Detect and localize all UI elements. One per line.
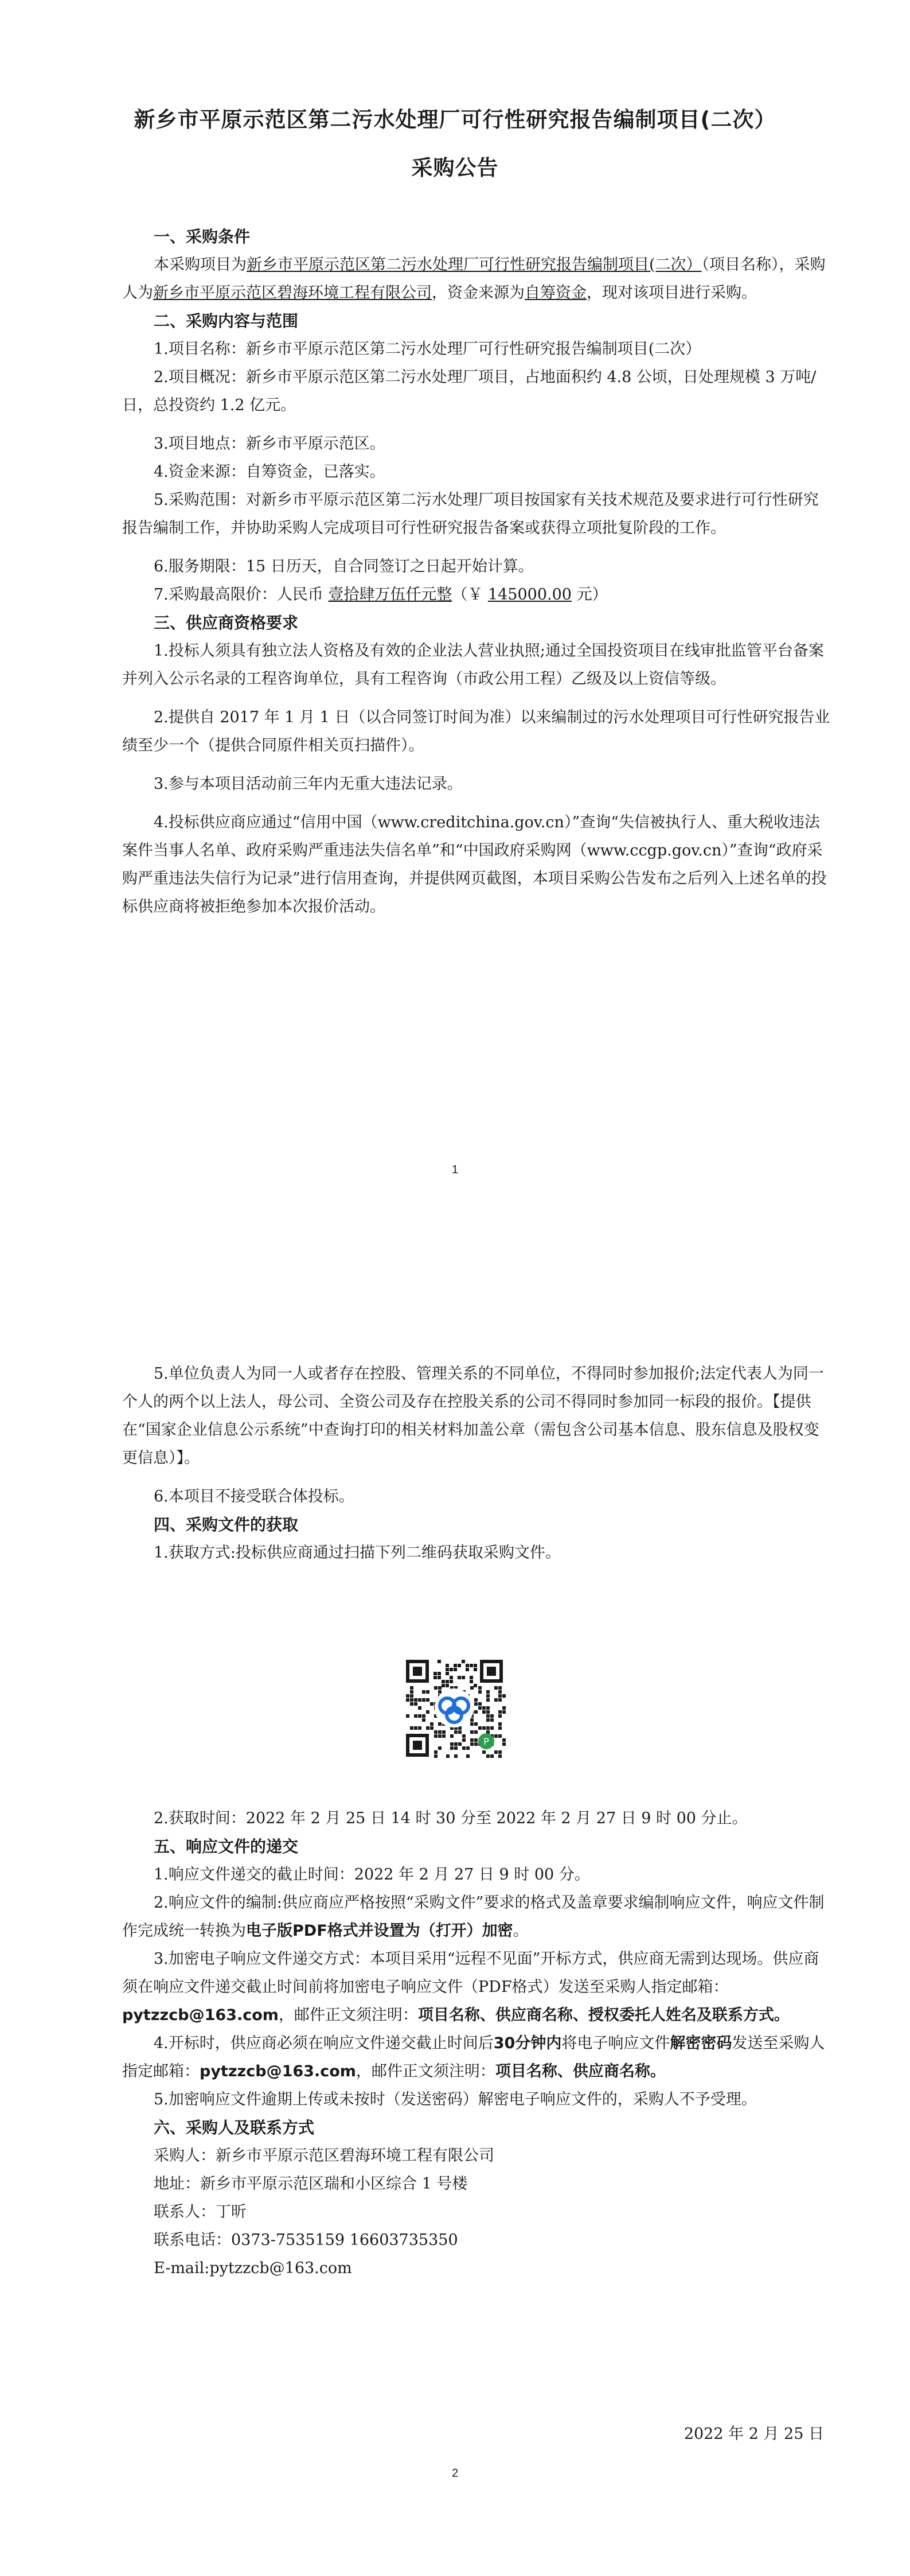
section-2-item-1: 1.项目名称：新乡市平原示范区第二污水处理厂可行性研究报告编制项目(二次） — [154, 340, 701, 358]
section-2-item-6: 6.服务期限：15 日历天，自合同签订之日起开始计算。 — [154, 558, 534, 575]
page-number-1: 1 — [451, 1164, 459, 1176]
section-2-item-5: 5.采购范围：对新乡市平原示范区第二污水处理厂项目按国家有关技术规范及要求进行可行性研究报告编制工作，并协助采购人完成项目可行性研究报告备案或获得立项批复阶段的工作。 — [122, 491, 819, 537]
page-2 — [0, 1251, 910, 2576]
contact-address: 地址：新乡市平原示范区瑞和小区综合 1 号楼 — [154, 2175, 468, 2193]
section-4-item-1: 1.获取方式:投标供应商通过扫描下列二维码获取采购文件。 — [154, 1544, 561, 1562]
qr-code-icon[interactable] — [401, 1655, 507, 1761]
section-6-heading: 六、采购人及联系方式 — [154, 2118, 315, 2137]
section-5-item-1: 1.响应文件递交的截止时间：2022 年 2 月 27 日 9 时 00 分。 — [154, 1866, 590, 1884]
section-4-item-2: 2.获取时间：2022 年 2 月 25 日 14 时 30 分至 2022 年 2 月 27 日 9 时 00 分止。 — [154, 1810, 748, 1827]
page-1 — [0, 0, 910, 1251]
svg-text:P: P — [483, 1736, 489, 1747]
section-5-heading: 五、响应文件的递交 — [154, 1837, 299, 1856]
section-3-item-6: 6.本项目不接受联合体投标。 — [154, 1488, 354, 1505]
section-5-item-3: 3.加密电子响应文件递交方式：本项目采用“远程不见面”开标方式，供应商无需到达现场。供应商须在响应文件递交截止时间前将加密电子响应文件（PDF格式）发送至采购人指定邮箱：pytzzcb@163.com，邮件正文须注明：项目名称、供应商名称、授权委托人姓名及联系方式。 — [122, 1950, 819, 2024]
contact-email: E-mail:pytzzcb@163.com — [154, 2259, 352, 2277]
email-link[interactable]: pytzzcb@163.com — [200, 2063, 356, 2080]
announcement-date: 2022 年 2 月 25 日 — [684, 2425, 824, 2443]
section-1-heading: 一、采购条件 — [154, 227, 251, 246]
section-3-item-5: 5.单位负责人为同一人或者存在控股、管理关系的不同单位，不得同时参加报价;法定代表人为同一个人的两个以上法人，母公司、全资公司及存在控股关系的公司不得同时参加同一标段的报价。【提供在“国家企业信息公示系统”中查询打印的相关材料加盖公章（需包含公司基本信息、股东信息及股权变更信息）】。 — [122, 1365, 824, 1467]
section-3-item-1: 1.投标人须具有独立法人资格及有效的企业法人营业执照;通过全国投资项目在线审批监管平台备案并列入公示名录的工程咨询单位，具有工程咨询（市政公用工程）乙级及以上资信等级。 — [122, 642, 824, 688]
document-title: 新乡市平原示范区第二污水处理厂可行性研究报告编制项目(二次） — [134, 107, 776, 132]
section-2-heading: 二、采购内容与范围 — [154, 312, 299, 330]
page-number-2: 2 — [451, 2467, 459, 2480]
document-subtitle: 采购公告 — [411, 155, 499, 180]
section-3-heading: 三、供应商资格要求 — [154, 613, 299, 632]
section-2-item-7: 7.采购最高限价：人民币 壹拾肆万伍仟元整（￥ 145000.00 元） — [154, 586, 608, 604]
section-3-item-2: 2.提供自 2017 年 1 月 1 日（以合同签订时间为准）以来编制过的污水处理项目可行性研究报告业绩至少一个（提供合同原件相关页扫描件）。 — [122, 709, 830, 754]
section-5-item-4: 4.开标时，供应商必须在响应文件递交截止时间后30分钟内将电子响应文件解密密码发送至采购人指定邮箱：pytzzcb@163.com，邮件正文须注明：项目名称、供应商名称。 — [122, 2034, 825, 2080]
contact-person: 联系人：丁昕 — [154, 2203, 247, 2221]
section-2-item-4: 4.资金来源：自筹资金，已落实。 — [154, 463, 385, 481]
page-2-body-top — [122, 1360, 833, 1567]
section-2-item-2: 2.项目概况：新乡市平原示范区第二污水处理厂项目，占地面积约 4.8 公顷，日处理规模 3 万吨/日，总投资约 1.2 亿元。 — [122, 368, 817, 414]
contact-buyer: 采购人：新乡市平原示范区碧海环境工程有限公司 — [154, 2147, 494, 2165]
section-5-item-5: 5.加密响应文件逾期上传或未按时（发送密码）解密电子响应文件的，采购人不予受理。 — [154, 2091, 757, 2108]
section-1-paragraph: 本采购项目为新乡市平原示范区第二污水处理厂可行性研究报告编制项目(二次）（项目名称），采购人为新乡市平原示范区碧海环境工程有限公司，资金来源为自筹资金，现对该项目进行采购。 — [122, 256, 826, 302]
page-2-body-bottom — [122, 1804, 833, 2282]
section-3-item-4: 4.投标供应商应通过“信用中国（www.creditchina.gov.cn）”查询“失信被执行人、重大税收违法案件当事人名单、政府采购严重违法失信名单”和“中国政府采购网（www.ccgp.gov.cn）”查询“政府采购严重违法失信行为记录”进行信用查询，并提供网页截图，本项目采购公告发布之后列入上述名单的投标供应商将被拒绝参加本次报价活动。 — [122, 814, 827, 916]
section-4-heading: 四、采购文件的获取 — [154, 1515, 299, 1534]
section-5-item-2: 2.响应文件的编制:供应商应严格按照“采购文件”要求的格式及盖章要求编制响应文件，响应文件制作完成统一转换为电子版PDF格式并设置为（打开）加密。 — [122, 1894, 825, 1940]
contact-phone: 联系电话：0373-7535159 16603735350 — [154, 2231, 458, 2249]
email-link[interactable]: pytzzcb@163.com — [122, 2006, 279, 2024]
section-3-item-3: 3.参与本项目活动前三年内无重大违法记录。 — [154, 775, 463, 793]
page-1-body — [122, 223, 833, 921]
section-2-item-3: 3.项目地点：新乡市平原示范区。 — [154, 435, 385, 453]
